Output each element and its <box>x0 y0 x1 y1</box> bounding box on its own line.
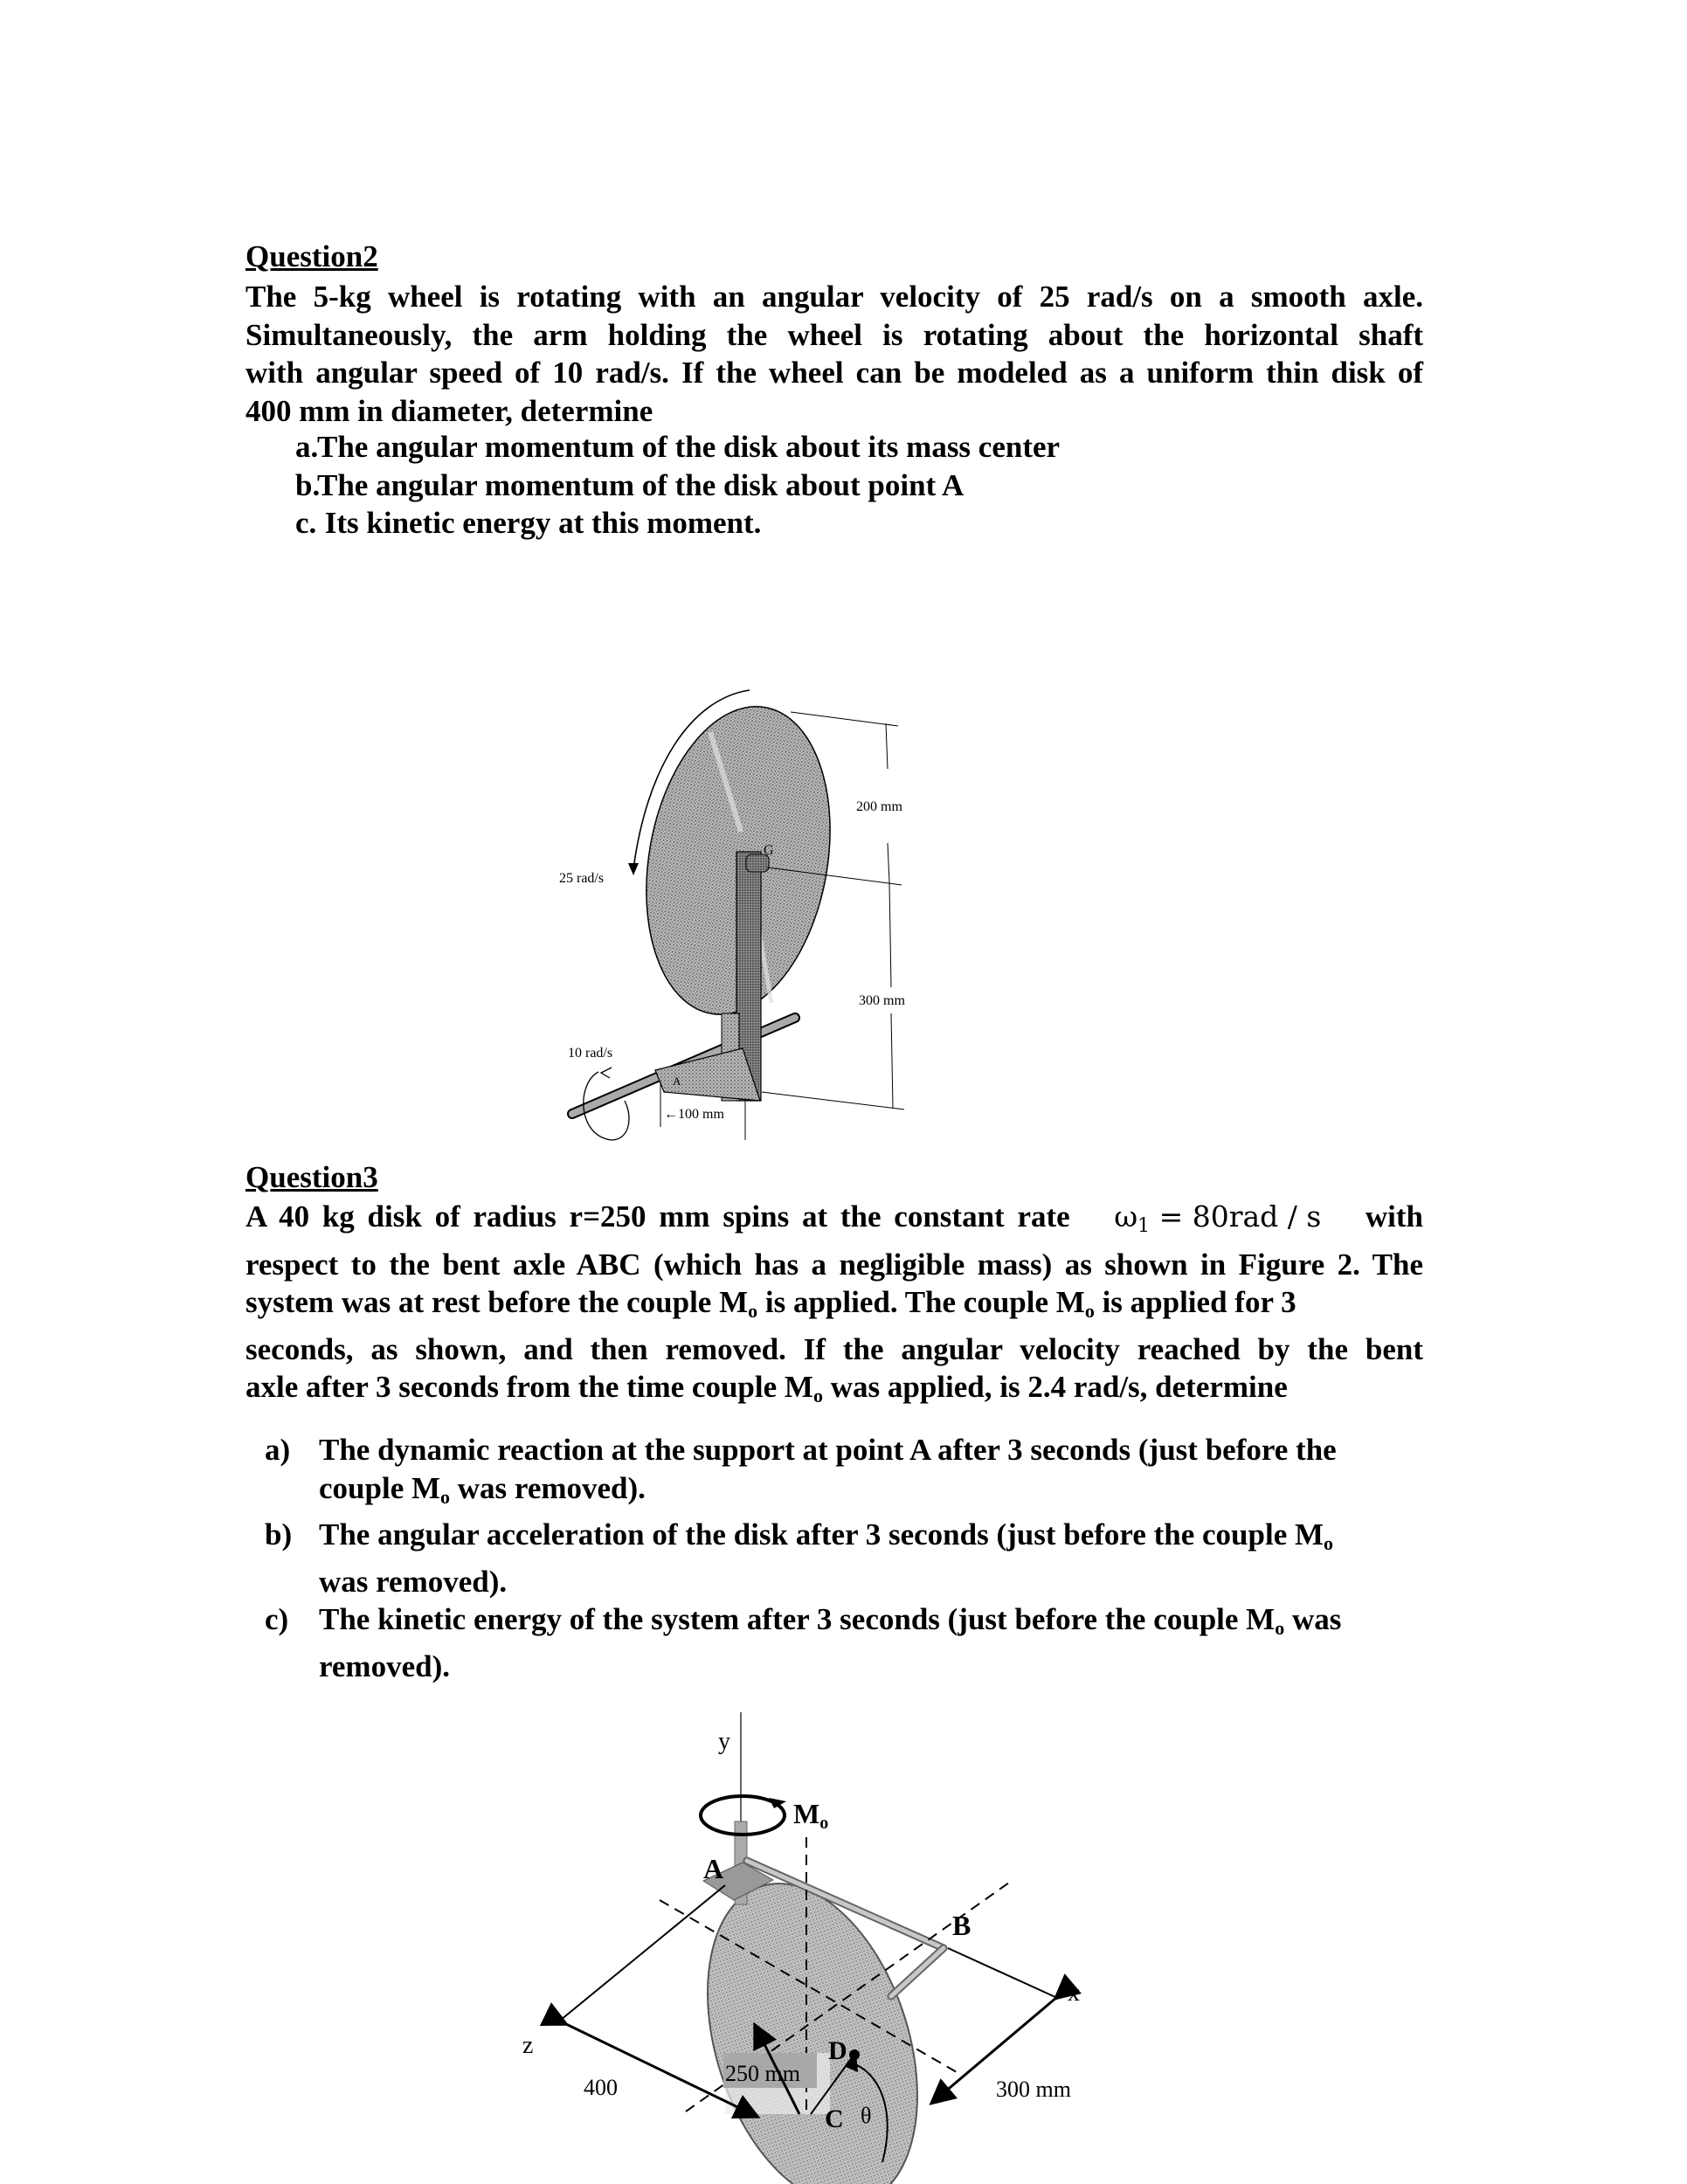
couple-label: Mo <box>793 1798 829 1833</box>
wheel-arm-diagram <box>524 664 961 1153</box>
question3-subpart-a: a) The dynamic reaction at the support at point A after 3 seconds (just before the couple $M_o$ was removed). <box>265 1433 1337 1508</box>
question2-line: 400 mm in diameter, determine <box>245 393 653 428</box>
subpart-text: The angular acceleration of the disk after 3 seconds (just before the couple M <box>319 1517 1324 1552</box>
question3-subparts <box>245 1431 1434 1685</box>
question3-line: seconds, as shown, and then removed. If the angular velocity reached by the bent <box>245 1331 1423 1366</box>
question3-line: axle after 3 seconds from the time couple $M_o$ was applied, is 2.4 rad/s, determine <box>245 1370 1288 1406</box>
question2-subparts <box>245 428 1469 543</box>
dim-200mm-label: 200 mm <box>856 799 902 814</box>
disk <box>670 1856 956 2184</box>
question2-body <box>245 278 1423 430</box>
point-b-label: B <box>952 1910 971 1941</box>
figure-wheel-arm <box>524 664 961 1153</box>
dim-400-label: 400 <box>584 2075 618 2100</box>
point-a-label: A <box>673 1075 681 1088</box>
question3-subpart-c: c) The kinetic energy of the system after 3 seconds (just before the couple $M_o$ was removed). <box>265 1602 1342 1683</box>
subpart-text: couple M <box>319 1470 441 1505</box>
subpart-text: The angular momentum of the disk about its mass center <box>317 430 1061 464</box>
dim-100mm-label: ←100 mm <box>664 1107 724 1122</box>
point-d-label: D <box>828 2036 847 2065</box>
omega-equation: $\omega_1 = 80rad / s$ <box>1114 1199 1322 1237</box>
question2-subpart-a <box>245 428 1469 467</box>
question2-line: with angular speed of 10 rad/s. If the wheel can be modeled as a uniform thin disk of <box>245 356 1423 390</box>
question3-body <box>245 1198 1423 1415</box>
point-a-label: A <box>703 1853 724 1884</box>
subpart-marker: c. <box>295 506 317 540</box>
subpart-marker: a. <box>295 430 319 464</box>
subpart-text: removed). <box>319 1648 450 1683</box>
subpart-marker: c) <box>265 1602 289 1636</box>
subpart-text: The kinetic energy of the system after 3 seconds (just before the couple M <box>319 1602 1276 1636</box>
subpart-text: was removed). <box>319 1564 508 1599</box>
question3-title: Question3 <box>245 1160 378 1194</box>
question2-line: The 5-kg wheel is rotating with an angular velocity of 25 rad/s on a smooth axle. <box>245 280 1423 314</box>
question3-subpart-b: b) The angular acceleration of the disk after 3 seconds (just before the couple $M_o$ was removed). <box>265 1517 1334 1599</box>
subpart-text: Its kinetic energy at this moment. <box>317 506 762 540</box>
question3-line1-end: with <box>1365 1199 1423 1234</box>
bent-axle-diagram <box>481 1677 1092 2133</box>
radius-label: 250 mm <box>725 2061 800 2086</box>
arm-rate-label: 10 rad/s <box>568 1046 613 1061</box>
theta-label: θ <box>861 2103 872 2128</box>
axis-z-label: z <box>522 2032 534 2059</box>
question2-title: Question2 <box>245 239 378 273</box>
subpart-text: The angular momentum of the disk about point A <box>317 467 964 502</box>
subpart-marker: b) <box>265 1517 293 1552</box>
axis-x-label: x <box>1068 1980 1080 2007</box>
point-g-label: G <box>764 843 774 858</box>
question3-line: respect to the bent axle ABC (which has a negligible mass) as shown in Figure 2. The <box>245 1247 1423 1282</box>
spin-rate-label: 25 rad/s <box>559 871 605 886</box>
question2-subpart-b <box>245 467 1469 505</box>
subpart-text: The dynamic reaction at the support at point A after 3 seconds (just before the <box>319 1433 1337 1467</box>
dim-300mm-label: 300 mm <box>996 2077 1071 2102</box>
axis-y-label: y <box>718 1728 730 1755</box>
question3-line <box>245 1198 1423 1246</box>
figure-bent-axle <box>481 1677 1092 2133</box>
point-c-label: C <box>825 2105 844 2133</box>
subpart-marker: b. <box>295 467 321 502</box>
dim-300mm-label: 300 mm <box>859 993 905 1008</box>
question3-line: system was at rest before the couple $M_o$ is applied. The couple $M_o$ is applied for 3 <box>245 1285 1296 1322</box>
question2-subpart-c <box>245 504 1469 543</box>
subpart-marker: a) <box>265 1433 291 1467</box>
question3-line1-text: A 40 kg disk of radius r=250 mm spins at the constant rate <box>245 1199 1070 1234</box>
question2-line: Simultaneously, the arm holding the wheel is rotating about the horizontal shaft <box>245 317 1423 352</box>
